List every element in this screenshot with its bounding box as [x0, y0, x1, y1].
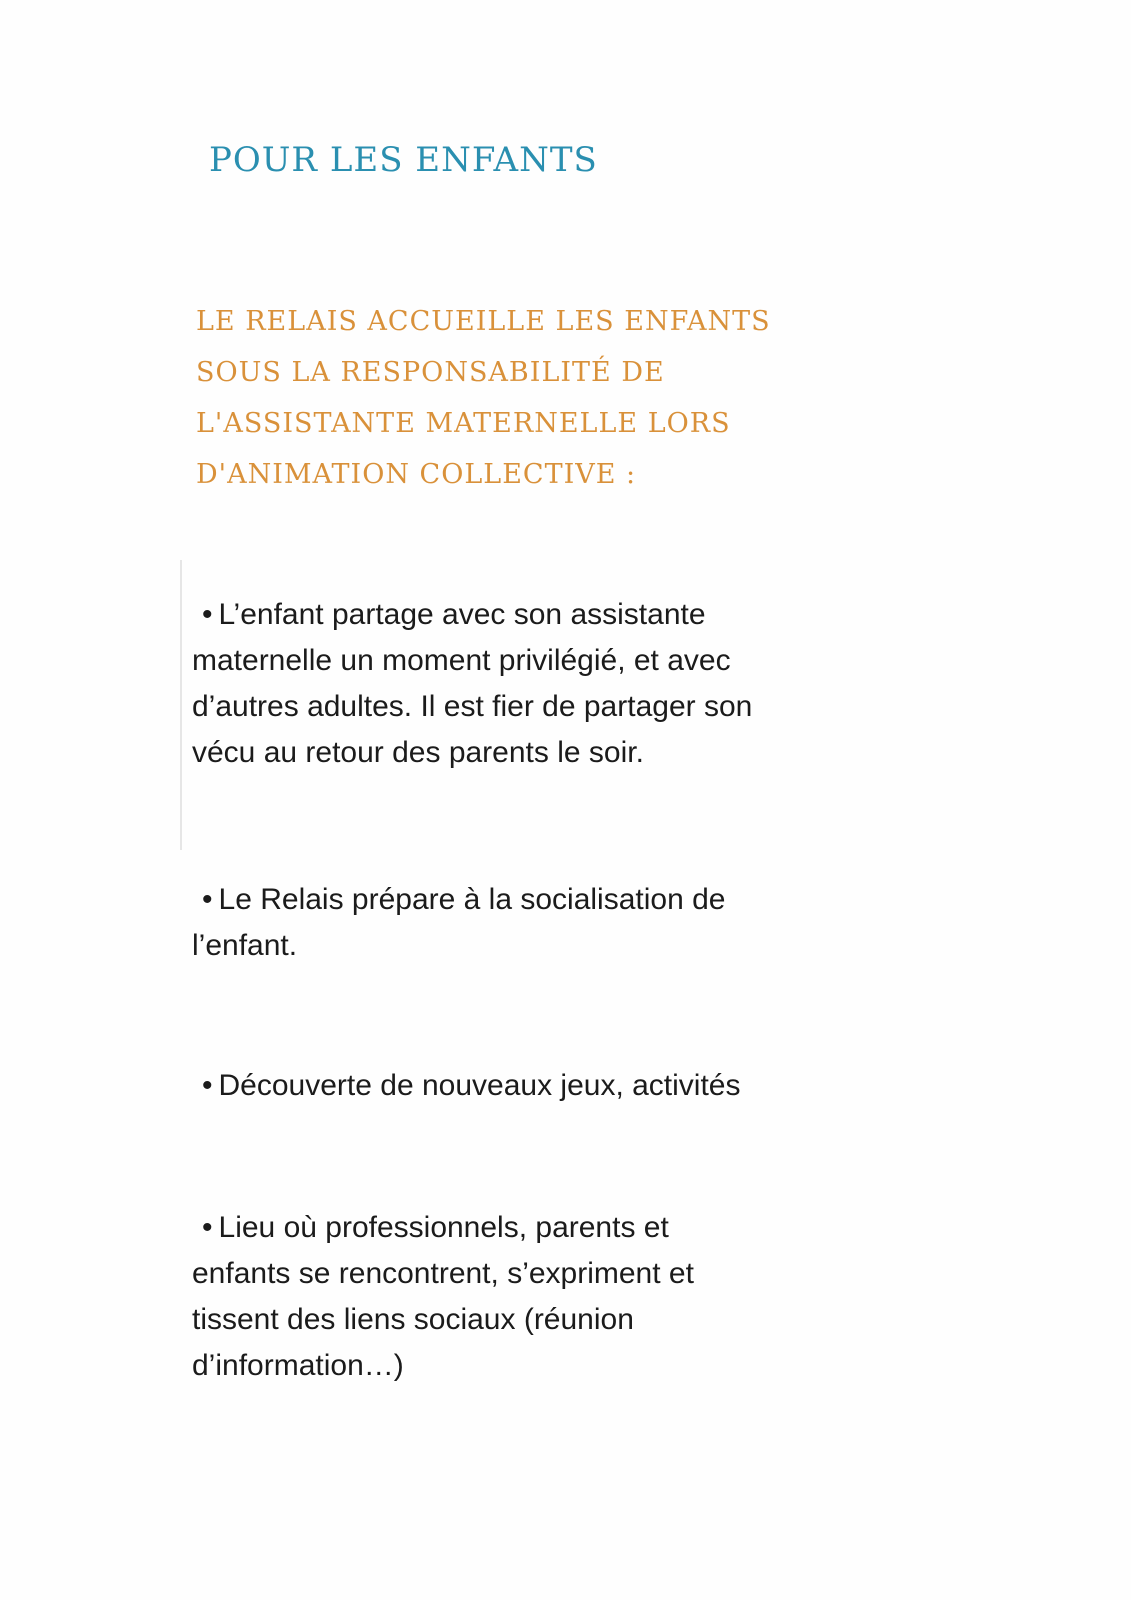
bullet-text: Découverte de nouveaux jeux, activités [218, 1069, 741, 1102]
bullet-line [192, 1205, 832, 1251]
page-title: POUR LES ENFANTS [209, 140, 598, 180]
bullet-item-socialisation [192, 877, 832, 969]
scan-artifact-line [180, 560, 182, 850]
intro-line: LE RELAIS ACCUEILLE LES ENFANTS [196, 306, 771, 337]
intro-line: SOUS LA RESPONSABILITÉ DE [196, 357, 665, 388]
intro-line: L'ASSISTANTE MATERNELLE LORS [196, 408, 731, 439]
intro-line: D'ANIMATION COLLECTIVE : [196, 459, 637, 490]
bullet-text: Lieu où professionnels, parents et [218, 1211, 669, 1244]
bullet-line: tissent des liens sociaux (réunion [192, 1303, 634, 1336]
bullet-icon: • [202, 598, 213, 631]
bullet-line [192, 592, 832, 638]
bullet-line [192, 1063, 832, 1109]
bullet-icon: • [202, 1069, 213, 1102]
bullet-icon: • [202, 1211, 213, 1244]
bullet-text: Le Relais prépare à la socialisation de [218, 883, 726, 916]
bullet-item-partage [192, 592, 832, 776]
bullet-line: d’information…) [192, 1349, 404, 1382]
bullet-text: L’enfant partage avec son assistante [218, 598, 706, 631]
bullet-line [192, 877, 832, 923]
bullet-line: enfants se rencontrent, s’expriment et [192, 1257, 694, 1290]
intro-paragraph [196, 296, 846, 500]
bullet-line: d’autres adultes. Il est fier de partager son [192, 690, 753, 723]
bullet-line: maternelle un moment privilégié, et avec [192, 644, 731, 677]
bullet-line: vécu au retour des parents le soir. [192, 736, 644, 769]
bullet-item-lieu [192, 1205, 832, 1389]
bullet-item-decouverte [192, 1063, 832, 1109]
bullet-line: l’enfant. [192, 929, 298, 962]
bullet-icon: • [202, 883, 213, 916]
